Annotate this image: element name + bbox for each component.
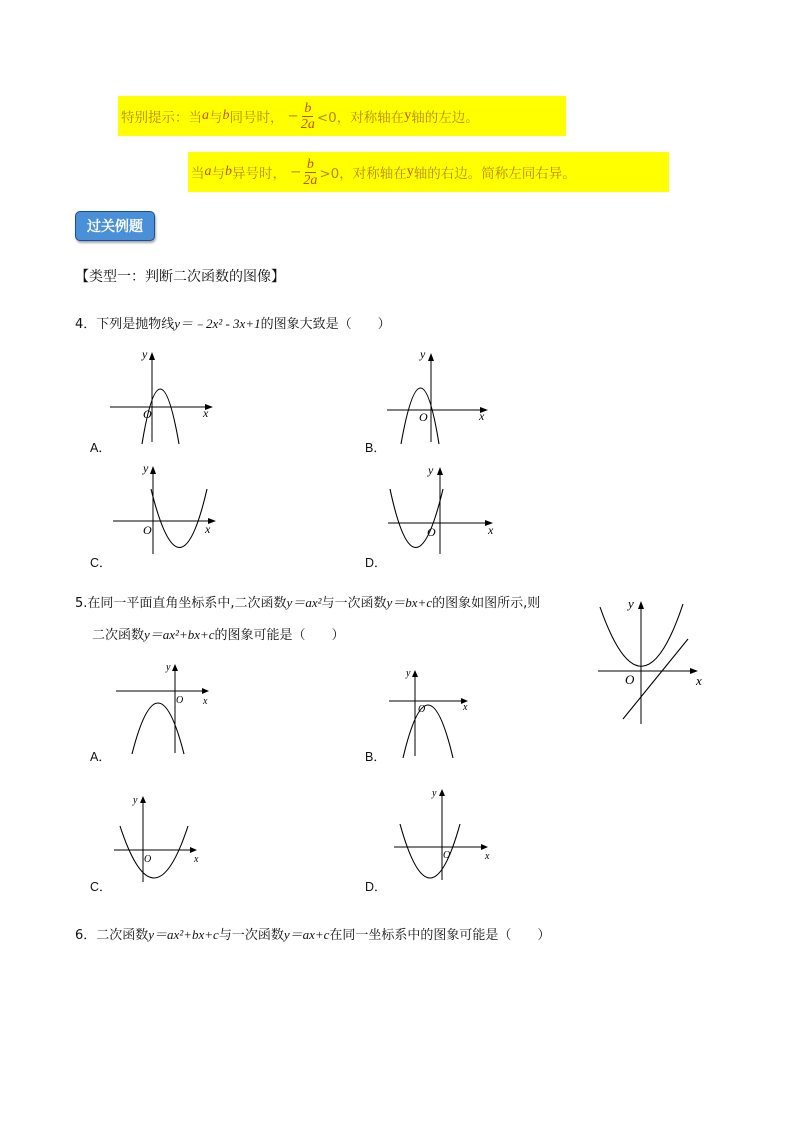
q6-formula-1: y＝ax²+bx+c	[148, 927, 219, 942]
origin-label: O	[443, 850, 451, 861]
q4-option-d[interactable]: D．	[365, 556, 387, 570]
y-axis-label: y	[166, 662, 171, 673]
var-b: b	[225, 164, 232, 179]
tip2-prefix: 当	[191, 166, 205, 182]
x-axis-label: x	[205, 522, 211, 536]
q4-graph-a	[100, 340, 230, 450]
tip-diff-sign: 异号时，	[232, 166, 286, 182]
fraction-b-over-2a	[303, 157, 317, 188]
var-a: a	[202, 108, 209, 123]
y-axis-label: y	[142, 347, 148, 361]
tip-prefix: 特别提示：当	[121, 110, 202, 126]
q5-option-d[interactable]: D．	[365, 880, 387, 894]
x-axis-label: x	[463, 702, 468, 713]
question-5-line-2	[92, 624, 345, 643]
q4-formula: y＝﹣2x² - 3x+1	[174, 316, 261, 331]
y-axis-label: y	[420, 347, 426, 361]
q5-line2-formula: y＝ax²+bx+c	[144, 627, 215, 642]
y-axis-label: y	[406, 668, 411, 679]
q5-text-a: 5.在同一平面直角坐标系中,二次函数	[75, 596, 287, 611]
tip2-compare: >0，对称轴在	[319, 166, 407, 182]
q5-line2-b: 的图象可能是（ ）	[214, 628, 345, 643]
fraction-b-over-2a	[301, 101, 315, 132]
origin-label: O	[144, 854, 152, 865]
tip-with: 与	[211, 166, 225, 182]
x-axis-label: x	[203, 696, 208, 707]
q5-graph-b	[385, 664, 485, 759]
question-4	[75, 313, 391, 332]
y-axis-label: y	[428, 463, 434, 477]
q5-graph-c	[110, 790, 210, 885]
frac-numerator: b	[304, 100, 312, 116]
minus-sign: −	[287, 108, 299, 124]
var-a: a	[204, 164, 212, 179]
tip2-right: 轴的右边。简称左同右异。	[413, 166, 576, 182]
q4-option-c[interactable]: C．	[90, 556, 112, 570]
type-heading: 【类型一：判断二次函数的图像】	[75, 269, 285, 285]
q5-option-c[interactable]: C．	[90, 880, 112, 894]
question-5-line-1	[75, 592, 540, 611]
x-axis-label: x	[696, 673, 702, 688]
q5-line2-a: 二次函数	[92, 628, 145, 643]
q5-text-b: 与一次函数	[321, 596, 387, 611]
question-6	[75, 924, 550, 943]
y-axis-label: y	[143, 461, 149, 475]
q5-formula-1: y＝ax²	[286, 595, 322, 610]
section-badge: 过关例题	[75, 211, 155, 241]
q5-text-c: 的图象如图所示,则	[432, 596, 541, 611]
q4-graph-b	[377, 340, 507, 450]
tip-same-sign: 同号时，	[229, 110, 284, 126]
tip-with: 与	[209, 110, 223, 126]
q4-option-a[interactable]: A．	[90, 441, 111, 455]
q6-formula-2: y＝ax+c	[283, 927, 330, 942]
y-axis-label: y	[628, 596, 634, 611]
y-letter: y	[406, 164, 414, 179]
tip-left: 轴的左边。	[411, 110, 479, 126]
origin-label: O	[176, 695, 184, 706]
minus-sign: −	[290, 164, 302, 180]
tip-line-1	[118, 96, 566, 136]
x-axis-label: x	[203, 406, 209, 420]
origin-label: O	[418, 704, 426, 715]
tip-line-2	[188, 152, 669, 192]
q5-option-a[interactable]: A．	[90, 750, 111, 764]
origin-label: O	[419, 410, 428, 424]
q5-graph-a	[112, 658, 222, 758]
q5-formula-2: y＝bx+c	[386, 595, 433, 610]
y-axis-label: y	[432, 788, 437, 799]
origin-label: O	[427, 525, 436, 539]
tip-compare: <0，对称轴在	[316, 110, 405, 126]
q4-option-b[interactable]: B．	[365, 441, 386, 455]
x-axis-label: x	[488, 523, 494, 537]
var-b: b	[222, 108, 230, 123]
x-axis-label: x	[479, 409, 485, 423]
frac-denominator: 2a	[303, 172, 318, 188]
q4-text-b: 的图象大致是（ ）	[260, 317, 391, 332]
q4-text-a: 4．下列是抛物线	[75, 317, 175, 332]
q5-option-b[interactable]: B．	[365, 750, 386, 764]
frac-numerator: b	[306, 156, 314, 172]
x-axis-label: x	[485, 851, 490, 862]
q4-graph-c	[105, 456, 235, 556]
q6-text-c: 在同一坐标系中的图象可能是（ ）	[329, 928, 551, 943]
x-axis-label: x	[194, 854, 199, 865]
origin-label: O	[625, 672, 635, 687]
y-letter: y	[404, 108, 412, 123]
q6-text-a: 6．二次函数	[75, 928, 149, 943]
q4-graph-d	[380, 456, 510, 556]
origin-label: O	[143, 523, 152, 537]
q5-reference-graph	[590, 592, 710, 727]
q6-text-b: 与一次函数	[218, 928, 284, 943]
frac-denominator: 2a	[300, 116, 315, 132]
origin-label: O	[143, 407, 152, 421]
q5-graph-d	[390, 784, 500, 884]
y-axis-label: y	[133, 795, 138, 806]
